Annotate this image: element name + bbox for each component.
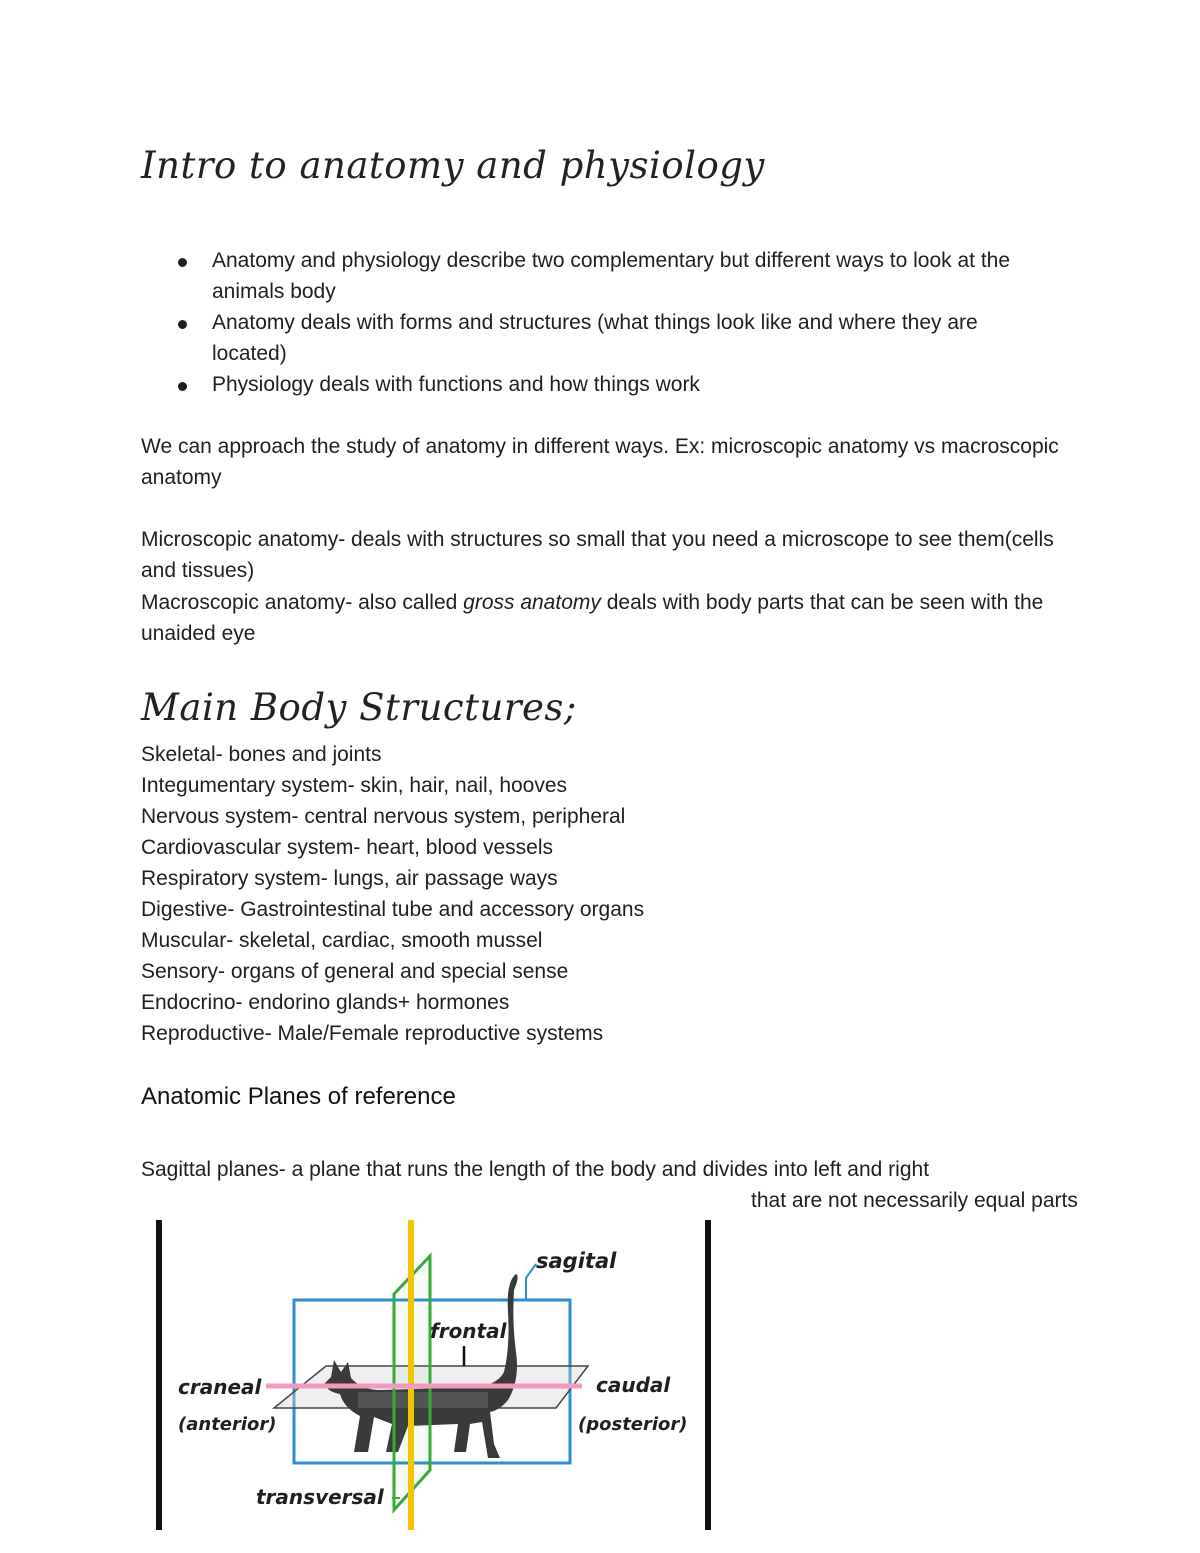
list-item: Reproductive- Male/Female reproductive systems bbox=[141, 1022, 604, 1045]
list-item: Integumentary system- skin, hair, nail, hooves bbox=[141, 774, 568, 797]
anatomic-planes-diagram bbox=[148, 1212, 718, 1532]
macroscopic-paragraph: Macroscopic anatomy- also called gross anatomy deals with body parts that can be seen with the unaided eye bbox=[141, 591, 1044, 645]
bullet-icon bbox=[178, 382, 187, 391]
label-craneal: craneal bbox=[178, 1375, 262, 1399]
list-item: Anatomy and physiology describe two complementary but different ways to look at the animals body bbox=[176, 245, 1056, 307]
page-title: Intro to anatomy and physiology bbox=[141, 144, 765, 187]
microscopic-paragraph: Microscopic anatomy- deals with structures so small that you need a microscope to see them(cells and tissues) bbox=[141, 528, 1054, 582]
body-systems-list bbox=[141, 739, 644, 1049]
list-item: Endocrino- endorino glands+ hormones bbox=[141, 991, 510, 1014]
label-sagital: sagital bbox=[536, 1249, 617, 1273]
list-item: Digestive- Gastrointestinal tube and accessory organs bbox=[141, 898, 645, 921]
section-heading-anatomic-planes: Anatomic Planes of reference bbox=[141, 1083, 456, 1110]
right-border-bar bbox=[705, 1220, 711, 1530]
label-anterior: (anterior) bbox=[178, 1414, 277, 1435]
bullet-icon bbox=[178, 320, 187, 329]
approach-paragraph: We can approach the study of anatomy in different ways. Ex: microscopic anatomy vs macroscopic anatomy bbox=[141, 435, 1059, 489]
list-item: Skeletal- bones and joints bbox=[141, 743, 382, 766]
sagittal-definition-line1: Sagittal planes- a plane that runs the length of the body and divides into left and right bbox=[141, 1158, 930, 1181]
label-posterior: (posterior) bbox=[578, 1414, 688, 1435]
list-item: Cardiovascular system- heart, blood vessels bbox=[141, 836, 554, 859]
list-item: Nervous system- central nervous system, peripheral bbox=[141, 805, 626, 828]
sagital-leader bbox=[526, 1264, 536, 1300]
list-item: Anatomy deals with forms and structures (what things look like and where they are located) bbox=[176, 307, 1056, 369]
sagittal-definition-line2: that are not necessarily equal parts bbox=[751, 1189, 1078, 1212]
label-transversal: transversal bbox=[256, 1485, 384, 1509]
list-item: Physiology deals with functions and how things work bbox=[176, 369, 1056, 400]
label-frontal: frontal bbox=[430, 1319, 507, 1343]
list-item: Muscular- skeletal, cardiac, smooth mussel bbox=[141, 929, 543, 952]
gross-anatomy-term: gross anatomy bbox=[463, 591, 601, 614]
label-caudal: caudal bbox=[596, 1373, 671, 1397]
section-heading-body-structures: Main Body Structures; bbox=[141, 686, 577, 729]
left-border-bar bbox=[156, 1220, 162, 1530]
bullet-icon bbox=[178, 258, 187, 267]
list-item: Respiratory system- lungs, air passage ways bbox=[141, 867, 558, 890]
intro-bullet-list bbox=[176, 245, 1056, 400]
list-item: Sensory- organs of general and special sense bbox=[141, 960, 569, 983]
